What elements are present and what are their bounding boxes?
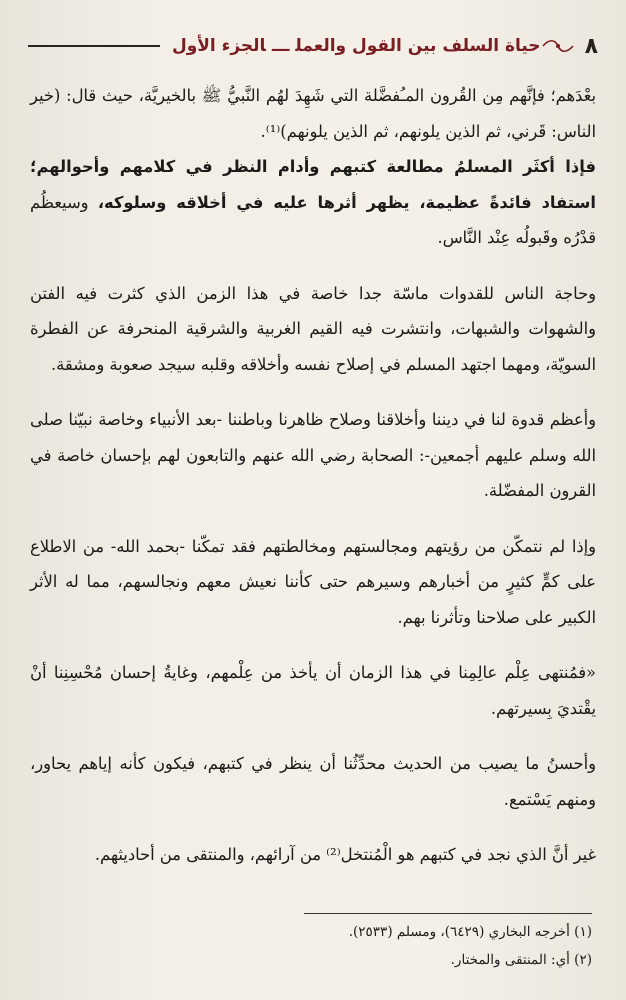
paragraph-7: وأحسنُ ما يصيب من الحديث محدِّثُنا أن ينظر في كتبهم، فيكون كأنه إياهم يحاور، ومنهم يَسْتمع.	[30, 754, 596, 809]
paragraph-5: وإذا لم نتمكّن من رؤيتهم ومجالستهم ومخالطتهم فقد تمكّنا -بحمد الله- من الاطلاع على كمٍّ كثيرٍ من أخبارهم وسيرهم حتى كأننا نعيش معهم ونجالسهم، مما له الأثر الكبير على صلاحنا وتأثرنا بهم.	[30, 536, 596, 627]
page-header	[24, 28, 598, 64]
footnote-divider	[304, 913, 592, 914]
footnotes	[34, 918, 592, 974]
paragraph-3: وحاجة الناس للقدوات ماسّة جدا خاصة في هذا الزمن الذي كثرت فيه الفتن والشهوات والشبهات، وانتشرت فيه القيم الغربية والشرقية المنحرفة عن الفطرة السويّة، ومهما اجتهد المسلم في إصلاح نفسه وأخلاقه وقلبه سيجد صعوبة ومشقة.	[30, 283, 596, 374]
header-rule	[28, 45, 160, 47]
footnote-2: (٢) أي: المنتقى والمختار.	[450, 952, 592, 968]
paragraph-1: بعْدَهم؛ فإنَّهم مِن القُرون المـُفضَّلة التي شَهِدَ لهُم النَّبيُّ ﷺ بالخيريَّة، حيث قال: (خير الناس: قَرني، ثم الذين يلونهم، ثم الذين يلونهم)⁽¹⁾.	[30, 86, 596, 141]
paragraph-8: غير أنَّ الذي نجد في كتبهم هو الْمُنتخل⁽²⁾ من آرائهم، والمنتقى من أحاديثهم.	[94, 845, 596, 864]
paragraph-6: «فمُنتهى عِلْم عالِمِنا في هذا الزمان أن يأخذ من عِلْمهم، وغايةُ إحسان مُحْسِنِنا أنْ يقْتديَ بِسيرتهم.	[30, 663, 596, 718]
ornament-icon	[541, 39, 575, 53]
paragraph-4: وأعظم قدوة لنا في ديننا وأخلاقنا وصلاح ظاهرنا وباطننا -بعد الأنبياء وخاصة نبيّنا صلى الله وسلم عليهم أجمعين-: الصحابة رضي الله عنهم والتابعون لهم بإحسان خاصة في القرون المفضّلة.	[30, 410, 596, 500]
page-body	[30, 78, 596, 873]
running-title: حياة السلف بين القول والعملـــالجزء الأول	[171, 36, 541, 56]
page-number: ٨	[584, 33, 598, 59]
paragraph-2: فإذا أكثَر المسلمُ مطالعة كتبهم وأدام النظر في كلامهم وأحوالهم؛ استفاد فائدةً عظيمة، يظهر أثرها عليه في أخلاقه وسلوكه، وسيعظُم قدْرُه وقَبولُه عِنْد النَّاس.	[30, 157, 597, 247]
bold-lead: فإذا أكثَر المسلمُ مطالعة كتبهم وأدام النظر في كلامهم وأحوالهم؛ استفاد فائدةً عظيمة، يظهر أثرها عليه في أخلاقه وسلوكه،	[30, 157, 597, 212]
footnote-1: (١) أخرجه البخاري (٦٤٢٩)، ومسلم (٢٥٣٣).	[348, 924, 592, 940]
